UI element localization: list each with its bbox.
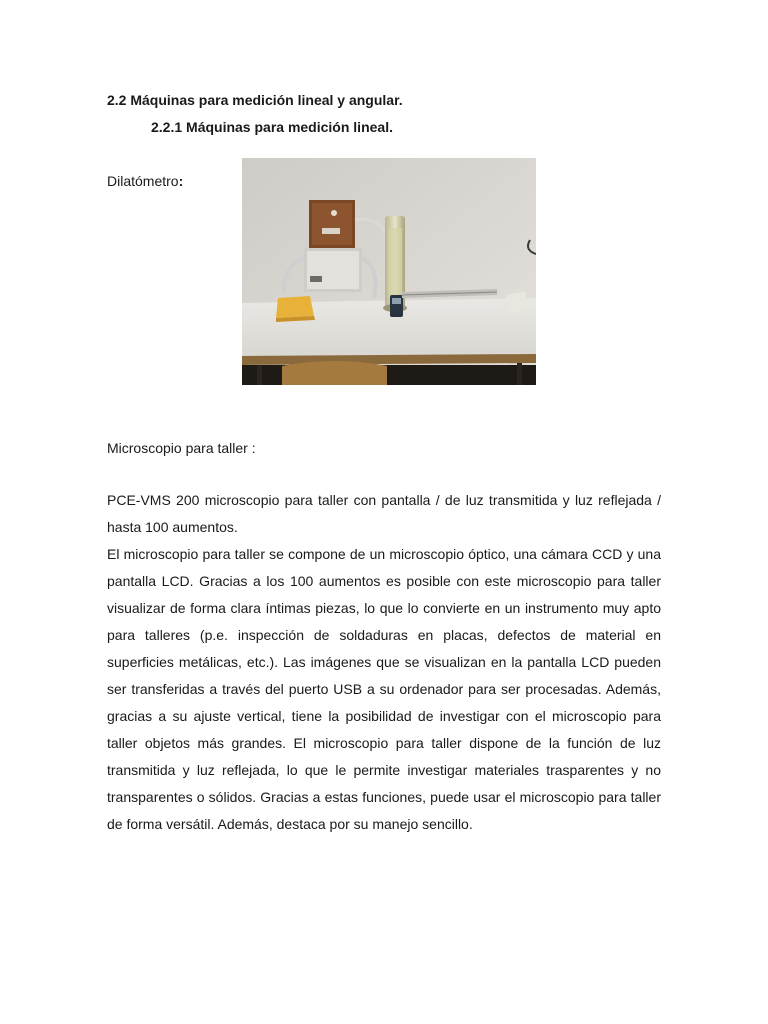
microscope-paragraph-2: El microscopio para taller se compone de un microscopio óptico, una cámara CCD y una pantalla LCD. Gracias a los 100 aumentos es posible con este microscopio para taller visualizar de forma clara íntimas piezas, lo que lo convierte en un instrumento muy apto para talleres (p.e. inspección de soldaduras en placas, defectos de material en superficies metálicas, etc.). Las imágenes que se visualizan en la pantalla LCD pueden ser transferidas a través del puerto USB a su ordenador para ser procesadas. Además, gracias a su ajuste vertical, tiene la posibilidad de investigar con el microscopio para taller objetos más grandes. El microscopio para taller dispone de la función de luz transmitida y luz reflejada, lo que le permite investigar materiales trasparentes y no transparentes o sólidos. Gracias a estas funciones, puede usar el microscopio para taller de forma versátil. Además, destaca por su manejo sencillo.	[107, 546, 661, 832]
microscope-label: Microscopio para taller :	[107, 440, 256, 456]
microscope-description	[107, 487, 661, 838]
dilatometer-label-text: Dilatómetro	[107, 173, 179, 189]
dilatometer-label	[107, 173, 183, 189]
subsection-heading: 2.2.1 Máquinas para medición lineal.	[151, 119, 393, 135]
dilatometer-label-colon: :	[178, 173, 184, 189]
dilatometer-photo	[242, 158, 536, 385]
section-heading: 2.2 Máquinas para medición lineal y angular.	[107, 92, 403, 108]
microscope-paragraph-1: PCE-VMS 200 microscopio para taller con pantalla / de luz transmitida y luz reflejada / hasta 100 aumentos.	[107, 492, 661, 535]
